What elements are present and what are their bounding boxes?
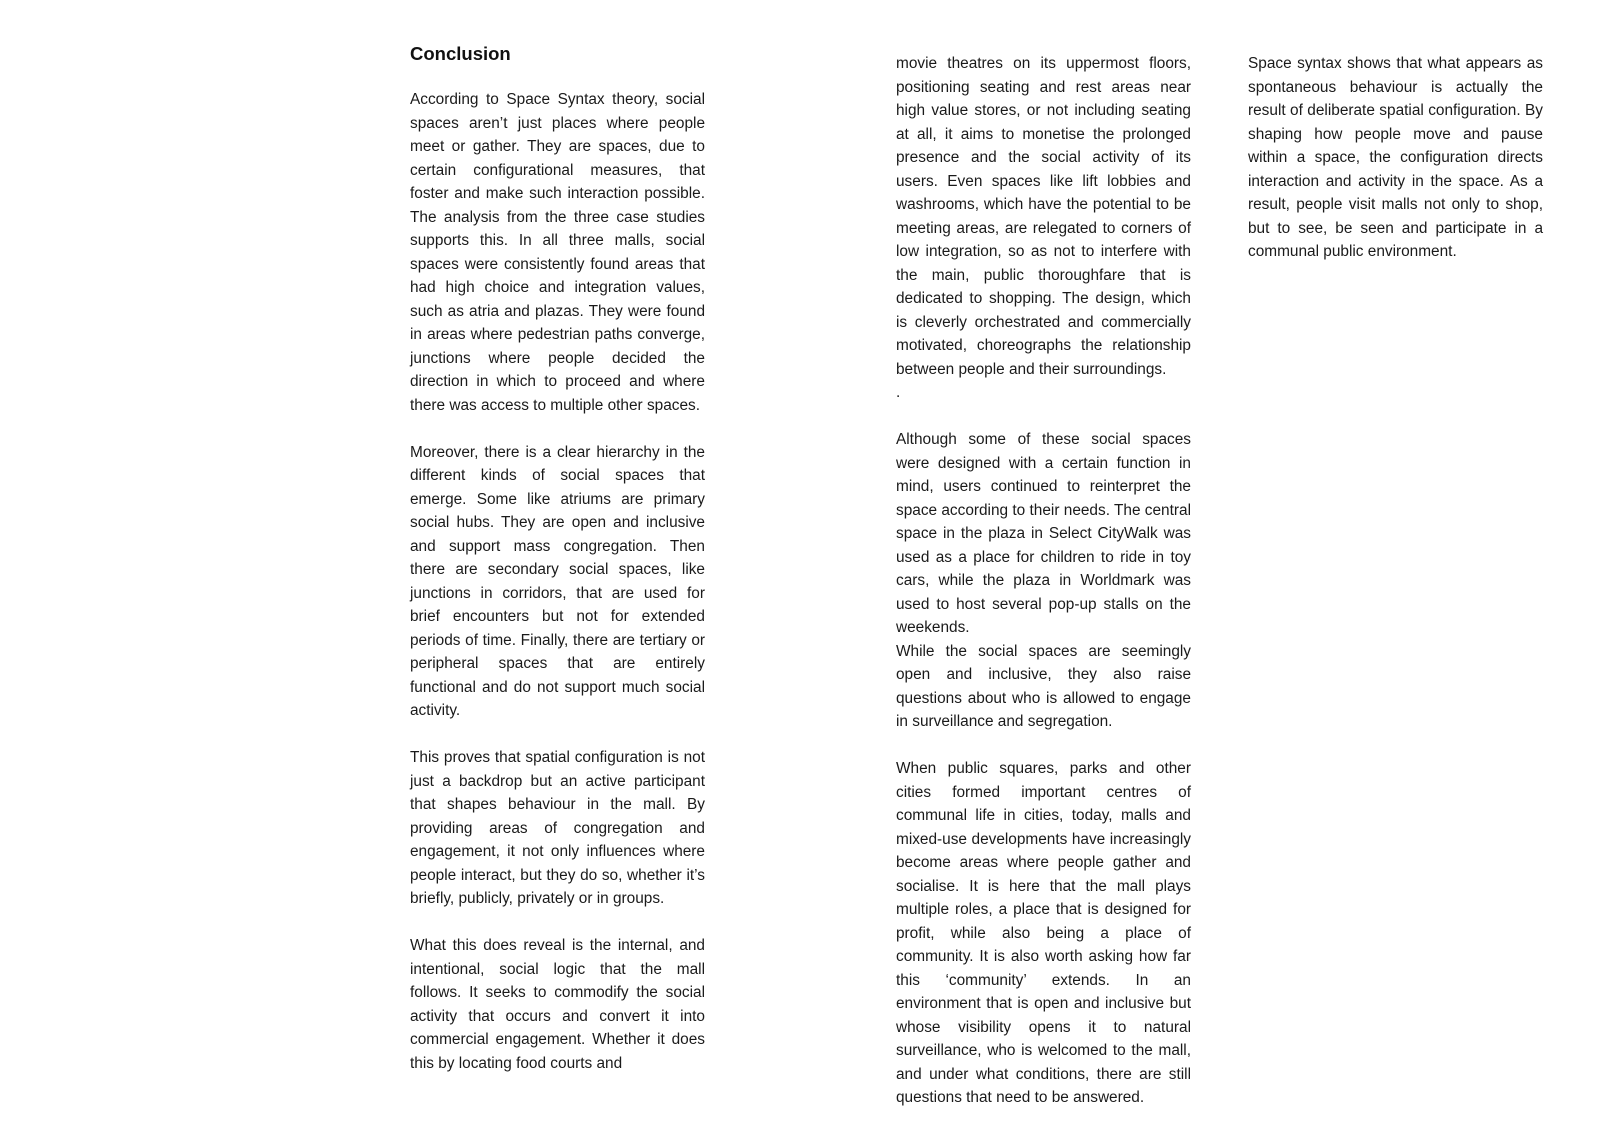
stray-period: . [896, 384, 901, 401]
paragraph: Although some of these social spaces were designed with a certain function in mind, users continued to reinterpret the space according to their needs. The central space in the plaza in Select CityWalk was used as a place for children to ride in toy cars, while the plaza in Worldmark was used to host several pop-up stalls on the weekends. [896, 431, 1191, 636]
text-column-1 [410, 40, 705, 1075]
section-heading: Conclusion [410, 43, 511, 64]
paragraph: movie theatres on its uppermost floors, positioning seating and rest areas near high value stores, or not including seating at all, it aims to monetise the prolonged presence and the social activity of its users. Even spaces like lift lobbies and washrooms, which have the potential to be meeting areas, are relegated to corners of low integration, so as not to interfere with the main, public thoroughfare that is dedicated to shopping. The design, which is cleverly orchestrated and commercially motivated, choreographs the relationship between people and their surroundings. [896, 55, 1191, 378]
paragraph: What this does reveal is the internal, and intentional, social logic that the mall follows. It seeks to commodify the social activity that occurs and convert it into commercial engagement. Whether it does this by locating food courts and [410, 937, 705, 1072]
paragraph: Moreover, there is a clear hierarchy in the different kinds of social spaces that emerge. Some like atriums are primary social hubs. They are open and inclusive and support mass congregation. Then there are secondary social spaces, like junctions in corridors, that are used for brief encounters but not for extended periods of time. Finally, there are tertiary or peripheral spaces that are entirely functional and do not support much social activity. [410, 443, 705, 719]
text-column-2 [896, 52, 1191, 1110]
paragraph: Space syntax shows that what appears as spontaneous behaviour is actually the result of deliberate spatial configuration. By shaping how people move and pause within a space, the configuration directs interaction and activity in the space. As a result, people visit malls not only to shop, but to see, be seen and participate in a communal public environment. [1248, 55, 1543, 260]
paragraph: When public squares, parks and other cities formed important centres of communal life in cities, today, malls and mixed-use developments have increasingly become areas where people gather and socialise. It is here that the mall plays multiple roles, a place that is designed for profit, while also being a place of community. It is also worth asking how far this ‘community’ extends. In an environment that is open and inclusive but whose visibility opens it to natural surveillance, who is welcomed to the mall, and under what conditions, there are still questions that need to be answered. [896, 760, 1191, 1106]
text-column-3 [1248, 52, 1543, 264]
paragraph: According to Space Syntax theory, social spaces aren’t just places where people meet or gather. They are spaces, due to certain configurational measures, that foster and make such interaction possible. The analysis from the three case studies supports this. In all three malls, social spaces were consistently found areas that had high choice and integration values, such as atria and plazas. They were found in areas where pedestrian paths converge, junctions where people decided the direction in which to proceed and where there was access to multiple other spaces. [410, 91, 705, 414]
paragraph: While the social spaces are seemingly open and inclusive, they also raise questions about who is allowed to engage in surveillance and segregation. [896, 642, 1191, 730]
paragraph: This proves that spatial configuration is not just a backdrop but an active participant that shapes behaviour in the mall. By providing areas of congregation and engagement, it not only influences where people interact, but they do so, whether it’s briefly, publicly, privately or in groups. [410, 749, 705, 907]
